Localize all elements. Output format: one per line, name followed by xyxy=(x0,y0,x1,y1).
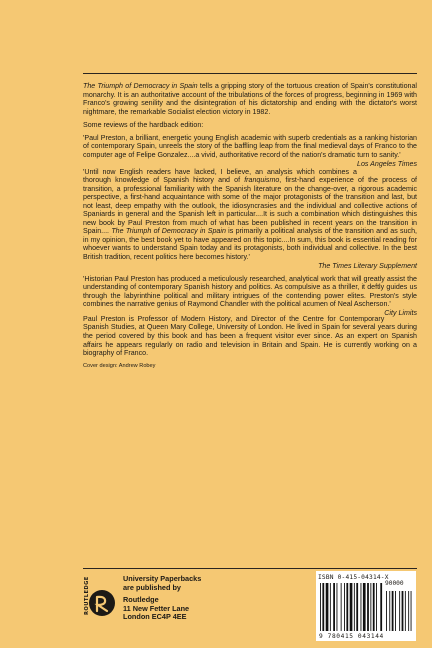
barcode-addon-bar xyxy=(405,591,406,631)
barcode-number: 9 780415 043144 xyxy=(319,633,384,640)
review-1-source: Los Angeles Times xyxy=(357,159,417,168)
publisher-line2: are published by xyxy=(123,582,181,592)
barcode-addon-bar xyxy=(402,591,404,631)
barcode-bar xyxy=(320,583,321,631)
blurb-title: The Triumph of Democracy in Spain xyxy=(83,82,198,90)
routledge-logo-icon xyxy=(82,573,122,635)
blurb-paragraph xyxy=(83,82,417,116)
review-2-text-c: is primarily a political analysis of the transition and as such, in my opinion, the best book yet to have appeared on this topic....In sum, this book is essential reading for whoever wants to understand Spain today and its protagonists, both individual and collective. In the best British tradition, recent politics here becomes history.' xyxy=(83,227,417,262)
author-bio: Paul Preston is Professor of Modern History, and Director of the Centre for Contemporary Spanish Studies, at Queen Mary College, University of London. He lived in Spain for several years during the period covered by this book and has been a frequent visitor ever since. As an expert on Spanish affairs he appears regularly on radio and television in Britain and Spain. He is currently working on a biography of Franco. xyxy=(83,314,417,358)
barcode-bar xyxy=(354,583,355,631)
barcode-addon-bar xyxy=(408,591,409,631)
barcode-bar xyxy=(322,583,324,631)
barcode-addon-bar xyxy=(389,591,390,631)
publisher-address1: 11 New Fetter Lane xyxy=(123,603,190,613)
barcode-bar xyxy=(380,583,382,631)
price-code: 90000 xyxy=(385,580,404,587)
barcode-addon-bar xyxy=(411,591,412,631)
barcode-bar xyxy=(363,583,366,631)
blurb-text: tells a gripping story of the tortuous creation of Spain's constitutional monarchy. It is an authoritative account of the tribulations of the forces of progress, beginning in 1969 with Franco's growing senility and the disintegration of his dictatorship and ending with the dictator's worst nightmare, the remarkable Socialist election victory in 1982. xyxy=(83,82,417,116)
bottom-rule xyxy=(83,568,417,569)
barcode-bar xyxy=(350,583,353,631)
review-1 xyxy=(83,133,417,168)
barcode-bar xyxy=(330,583,331,631)
review-3-text: 'Historian Paul Preston has produced a meticulously researched, analytical work that will greatly assist the understanding of contemporary Spanish history and politics. As compulsive as a thriller, it deftly guides us through the labyrinthine political and military intrigues of the contending power elites. Preston's style combines the narrative genius of Raymond Chandler with the political acumen of Neal Ascherson.' xyxy=(83,274,417,309)
review-2-italic-b: The Triumph of Democracy in Spain xyxy=(111,227,226,236)
back-cover-text xyxy=(83,82,417,371)
barcode-bar xyxy=(346,583,348,631)
barcode-bar xyxy=(361,583,362,631)
reviews-heading: Some reviews of the hardback edition: xyxy=(83,120,204,129)
barcode-bar xyxy=(356,583,358,631)
cover-credit: Cover design: Andrew Robey xyxy=(83,363,156,370)
barcode-addon-bar xyxy=(395,591,396,631)
logo-text: ROUTLEDGE xyxy=(84,576,90,615)
barcode-bar xyxy=(376,583,377,631)
publisher-address2: London EC4P 4EE xyxy=(123,612,187,622)
barcode-bar xyxy=(333,583,335,631)
barcode-bar xyxy=(367,583,369,631)
barcode-addon-bar xyxy=(386,591,387,631)
publisher-block xyxy=(123,575,201,622)
review-2 xyxy=(83,168,417,271)
barcode-bar xyxy=(373,583,375,631)
review-2-text-b: , first-hand experience of the process of transition, a professional familiarity with the Spanish literature on the change-over, a rigorous academic perspective, a first-hand acquaintance with some of the major protagonists of the transition and last, but not least, deep empathy with the outlook, the idiosyncrasies and the individual and collective actions of Spaniards in general and the Spanish left in particular....It is such a combination which distinguishes this new book by Paul Preston from much of what has been published in recent years on the transition in Spain.... xyxy=(83,176,417,236)
barcode-addon-bar xyxy=(392,591,394,631)
barcode-bar xyxy=(337,583,338,631)
review-3-source: City Limits xyxy=(384,308,417,317)
barcode-bar xyxy=(370,583,371,631)
isbn-label: ISBN 0-415-04314-X xyxy=(318,574,389,581)
review-2-text-a: 'Until now English readers have lacked, I believe, an analysis which combines a thorough knowledge of Spanish history and of xyxy=(83,167,357,185)
review-1-text: 'Paul Preston, a brilliant, energetic young English academic with superb credentials as a ranking historian of contemporary Spain, unreels the story of the baffling leap from the final medieval days of Franco to the computer age of Felipe Gonzalez....a vivid, authoritative record of the nation's dramatic turn to sanity.' xyxy=(83,133,417,160)
review-3 xyxy=(83,274,417,317)
publisher-line1: University Paperbacks xyxy=(123,574,202,583)
barcode-addon-bar xyxy=(399,591,400,631)
publisher-name: Routledge xyxy=(123,595,159,605)
barcode-bar xyxy=(341,583,342,631)
top-rule xyxy=(83,73,417,74)
review-2-source: The Times Literary Supplement xyxy=(318,261,417,270)
barcode-bar xyxy=(326,583,329,631)
barcode-bar xyxy=(344,583,345,631)
review-2-italic-a: franquismo xyxy=(244,176,280,185)
